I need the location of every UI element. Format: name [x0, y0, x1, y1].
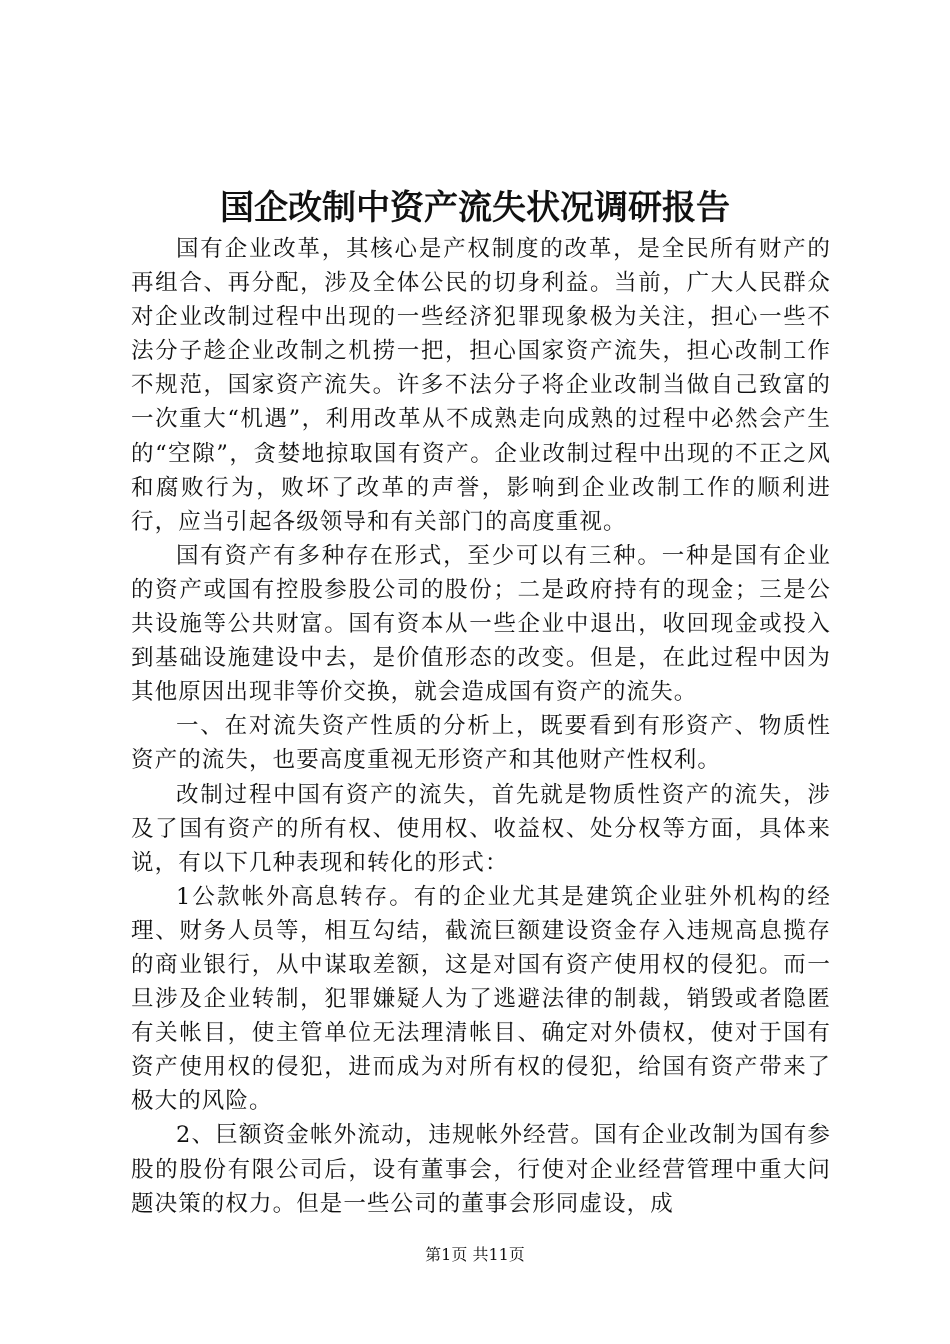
- paragraph-intro: 国有企业改革，其核心是产权制度的改革，是全民所有财产的再组合、再分配，涉及全体公民的切身利益。当前，广大人民群众对企业改制过程中出现的一些经济犯罪现象极为关注，担心一些不法分子趁企业改制之机捞一把，担心国家资产流失，担心改制工作不规范，国家资产流失。许多不法分子将企业改制当做自己致富的一次重大“机遇”，利用改革从不成熟走向成熟的过程中必然会产生的“空隙”，贪婪地掠取国有资产。企业改制过程中出现的不正之风和腐败行为，败坏了改革的声誉，影响到企业改制工作的顺利进行，应当引起各级领导和有关部门的高度重视。: [131, 236, 831, 535]
- document-title: 国企改制中资产流失状况调研报告: [220, 188, 730, 228]
- page-footer: 第1页 共11页: [425, 1245, 525, 1264]
- paragraph-asset-forms: 国有资产有多种存在形式，至少可以有三种。一种是国有企业的资产或国有控股参股公司的股份；二是政府持有的现金；三是公共设施等公共财富。国有资本从一些企业中退出，收回现金或投入到基础设施建设中去，是价值形态的改变。但是，在此过程中因为其他原因出现非等价交换，就会造成国有资产的流失。: [131, 542, 831, 706]
- paragraph-material-assets: 改制过程中国有资产的流失，首先就是物质性资产的流失，涉及了国有资产的所有权、使用权、收益权、处分权等方面，具体来说，有以下几种表现和转化的形式：: [131, 781, 831, 876]
- paragraph-item-1: 1公款帐外高息转存。有的企业尤其是建筑企业驻外机构的经理、财务人员等，相互勾结，截流巨额建设资金存入违规高息揽存的商业银行，从中谋取差额，这是对国有资产使用权的侵犯。而一旦涉及企业转制，犯罪嫌疑人为了逃避法律的制裁，销毁或者隐匿有关帐目，使主管单位无法理清帐目、确定对外债权，使对于国有资产使用权的侵犯，进而成为对所有权的侵犯，给国有资产带来了极大的风险。: [131, 883, 831, 1115]
- paragraph-section-one-heading: 一、在对流失资产性质的分析上，既要看到有形资产、物质性资产的流失，也要高度重视无形资产和其他财产性权利。: [131, 713, 831, 774]
- paragraph-item-2: 2、巨额资金帐外流动，违规帐外经营。国有企业改制为国有参股的股份有限公司后，设有董事会，行使对企业经营管理中重大问题决策的权力。但是一些公司的董事会形同虚设，成: [131, 1122, 831, 1217]
- document-body: [131, 232, 831, 1221]
